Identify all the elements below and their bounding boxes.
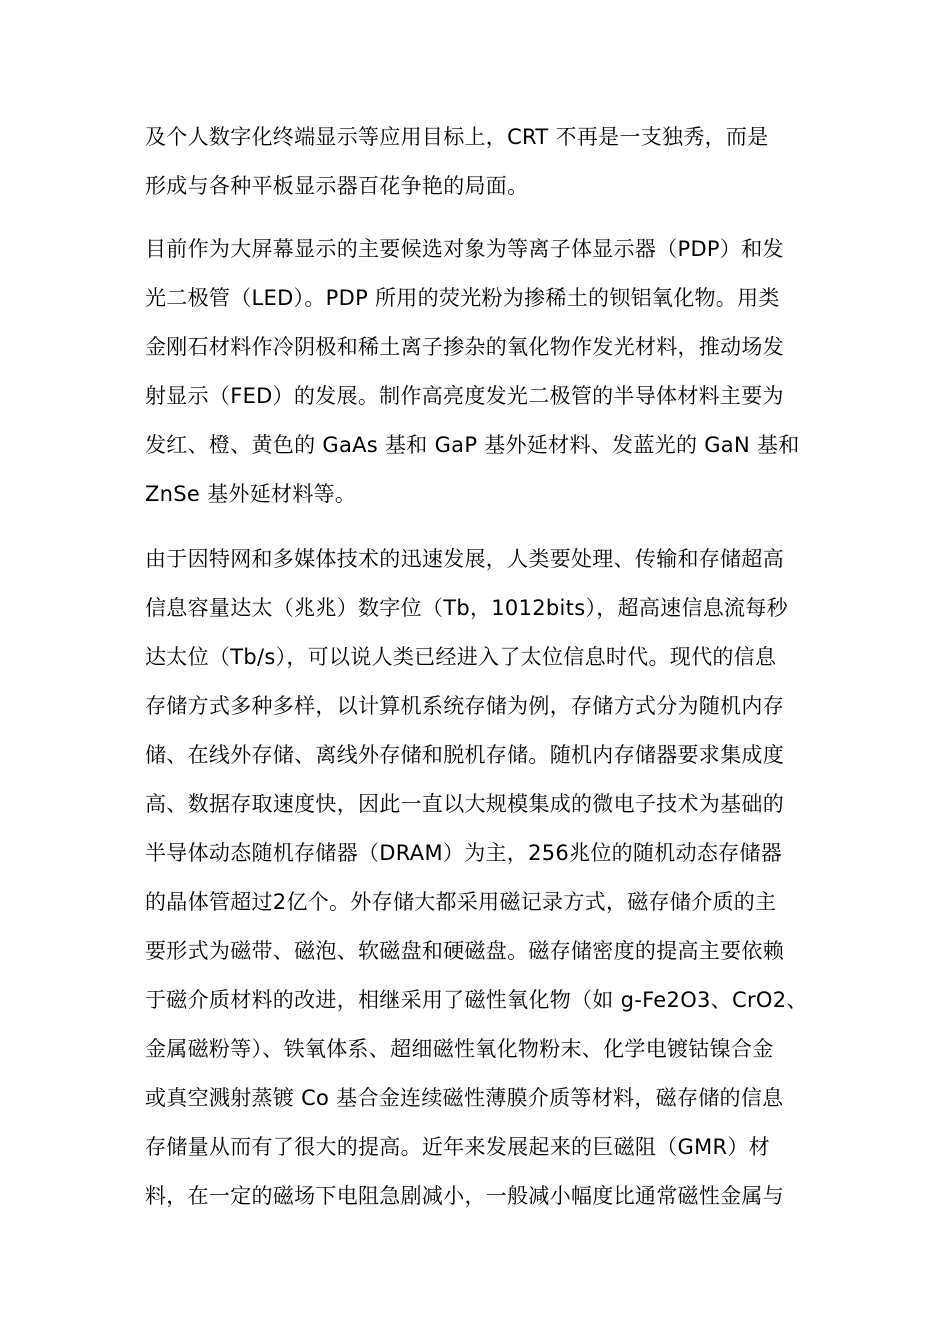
text-line: 储、在线外存储、离线外存储和脱机存储。随机内存储器要求集成度 <box>145 743 784 767</box>
text-line: 存储量从而有了很大的提高。近年来发展起来的巨磁阻（GMR）材 <box>145 1135 770 1159</box>
text-line: 由于因特网和多媒体技术的迅速发展，人类要处理、传输和存储超高 <box>145 547 784 571</box>
text-line: 料，在一定的磁场下电阻急剧减小，一般减小幅度比通常磁性金属与 <box>145 1184 784 1208</box>
text-line: 要形式为磁带、磁泡、软磁盘和硬磁盘。磁存储密度的提高主要依赖 <box>145 939 784 963</box>
text-line: 半导体动态随机存储器（DRAM）为主，256兆位的随机动态存储器 <box>145 841 783 865</box>
text-line: 金刚石材料作冷阴极和稀土离子掺杂的氧化物作发光材料，推动场发 <box>145 335 784 359</box>
text-line: 光二极管（LED）。PDP 所用的荧光粉为掺稀土的钡铝氧化物。用类 <box>145 286 780 310</box>
text-line: 形成与各种平板显示器百花争艳的局面。 <box>145 174 529 198</box>
text-line: 发红、橙、黄色的 GaAs 基和 GaP 基外延材料、发蓝光的 GaN 基和 <box>145 433 800 457</box>
text-line: 或真空溅射蒸镀 Co 基合金连续磁性薄膜介质等材料，磁存储的信息 <box>145 1086 784 1110</box>
text-line: 存储方式多种多样，以计算机系统存储为例，存储方式分为随机内存 <box>145 694 784 718</box>
text-line: 信息容量达太（兆兆）数字位（Tb，1012bits），超高速信息流每秒 <box>145 596 788 620</box>
text-line: 目前作为大屏幕显示的主要候选对象为等离子体显示器（PDP）和发 <box>145 237 784 261</box>
text-line: 于磁介质材料的改进，相继采用了磁性氧化物（如 g-Fe2O3、CrO2、 <box>145 988 808 1012</box>
text-line: 射显示（FED）的发展。制作高亮度发光二极管的半导体材料主要为 <box>145 384 784 408</box>
text-line: 达太位（Tb/s），可以说人类已经进入了太位信息时代。现代的信息 <box>145 645 777 669</box>
text-line: 高、数据存取速度快，因此一直以大规模集成的微电子技术为基础的 <box>145 792 784 816</box>
text-line: 金属磁粉等）、铁氧体系、超细磁性氧化物粉末、化学电镀钴镍合金 <box>145 1037 774 1061</box>
text-line: ZnSe 基外延材料等。 <box>145 482 357 506</box>
text-line: 及个人数字化终端显示等应用目标上，CRT 不再是一支独秀，而是 <box>145 125 769 149</box>
text-line: 的晶体管超过2亿个。外存储大都采用磁记录方式，磁存储介质的主 <box>145 890 777 914</box>
